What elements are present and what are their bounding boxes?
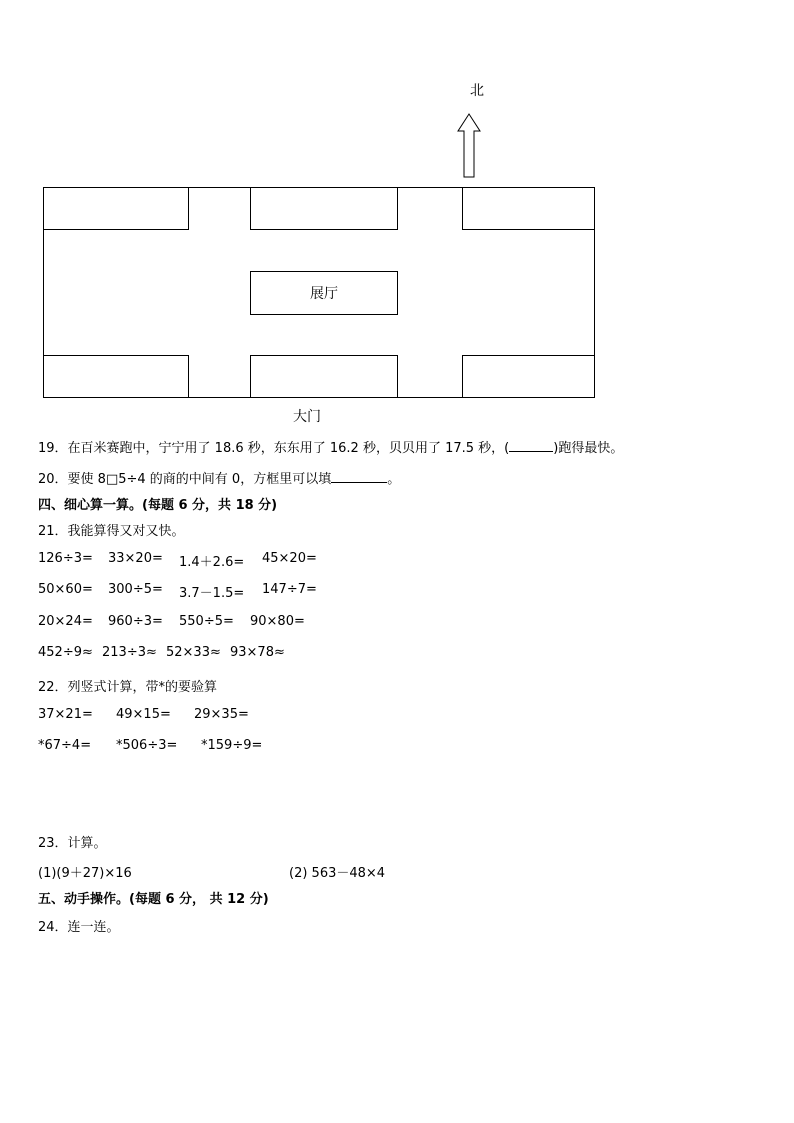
exhibition-hall <box>250 271 398 315</box>
q22-row-1: 37×21= 49×15= 29×35= <box>38 707 249 722</box>
question-24-title: 24．连一连。 <box>38 920 120 935</box>
q21-row-4: 452÷9≈ 213÷3≈ 52×33≈ 93×78≈ <box>38 645 285 660</box>
question-23-title: 23．计算。 <box>38 836 107 851</box>
bottom-block-middle <box>250 355 398 398</box>
section-5-heading: 五、动手操作。(每题 6 分， 共 12 分) <box>38 892 269 907</box>
question-21-title: 21．我能算得又对又快。 <box>38 524 185 539</box>
bottom-block-left <box>43 355 189 398</box>
q21-row-3: 20×24= 960÷3= 550÷5= 90×80= <box>38 614 305 629</box>
north-label: 北 <box>470 83 484 99</box>
bottom-block-right <box>462 355 595 398</box>
q21-row-1: 126÷3= 33×20= 1.4＋2.6= 45×20= <box>38 551 317 570</box>
q22-row-2: *67÷4= *506÷3= *159÷9= <box>38 738 263 753</box>
top-block-right <box>462 187 595 230</box>
top-block-left <box>43 187 189 230</box>
question-20: 20．要使 8□5÷4 的商的中间有 0，方框里可以填 。 <box>38 472 401 487</box>
question-19: 19．在百米赛跑中，宁宁用了 18.6 秒，东东用了 16.2 秒，贝贝用了 17.5 秒，( )跑得最快。 <box>38 441 624 456</box>
q23-item-2: (2) 563－48×4 <box>289 866 386 881</box>
hall-label: 展厅 <box>310 286 338 302</box>
answer-blank-20[interactable] <box>331 482 387 483</box>
answer-blank-19[interactable] <box>509 451 553 452</box>
q23-item-1: (1)(9＋27)×16 <box>38 866 132 881</box>
gate-label: 大门 <box>293 409 321 425</box>
section-4-heading: 四、细心算一算。(每题 6 分，共 18 分) <box>38 498 278 513</box>
north-arrow-icon <box>456 113 482 179</box>
top-block-middle <box>250 187 398 230</box>
q21-row-2: 50×60= 300÷5= 3.7－1.5= 147÷7= <box>38 582 317 601</box>
question-22-title: 22．列竖式计算，带*的要验算 <box>38 680 218 695</box>
